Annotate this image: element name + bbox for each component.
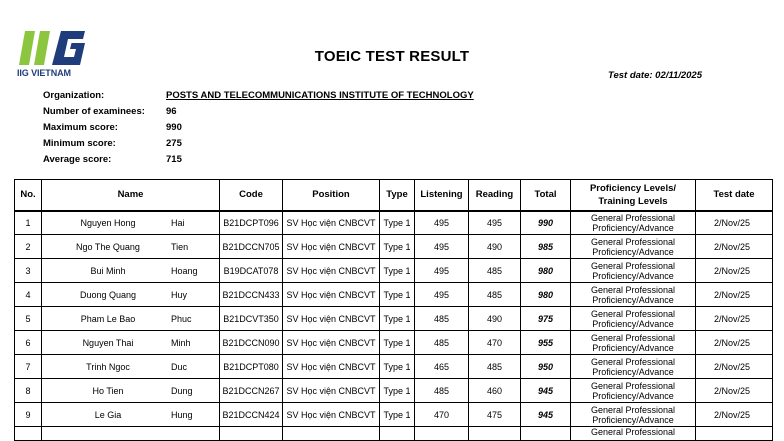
proficiency-line1: General Professional: [590, 356, 676, 367]
name-first: Le Gia: [94, 409, 122, 420]
info-label: Number of examinees:: [43, 105, 145, 117]
name-first: Pham Le Bao: [80, 313, 136, 324]
row-total: 980: [521, 283, 571, 307]
header-proficiency: [571, 180, 696, 211]
row-cell: [220, 427, 283, 441]
row-test-date: 2/Nov/25: [696, 355, 773, 379]
logo-text: IIG VIETNAM: [17, 68, 71, 78]
row-no: 7: [15, 355, 42, 379]
row-proficiency: [571, 283, 696, 307]
row-no: 9: [15, 403, 42, 427]
results-table: [14, 179, 773, 441]
header-listening: Listening: [415, 180, 469, 211]
row-position: SV Học viện CNBCVT: [283, 307, 380, 331]
info-row-average: [43, 151, 474, 167]
row-no: 8: [15, 379, 42, 403]
row-cell: [521, 427, 571, 441]
row-test-date: 2/Nov/25: [696, 331, 773, 355]
name-last: Phuc: [171, 313, 192, 324]
row-position: SV Học viện CNBCVT: [283, 259, 380, 283]
proficiency-line1: General Professional: [590, 308, 676, 319]
row-code: B21DCCN705: [220, 235, 283, 259]
info-row-organization: [43, 87, 474, 103]
row-listening: 495: [415, 259, 469, 283]
row-proficiency: General Professional: [571, 427, 696, 441]
proficiency-line2: Proficiency/Advance: [592, 390, 674, 401]
row-proficiency: [571, 403, 696, 427]
proficiency-line2: Proficiency/Advance: [592, 414, 674, 425]
proficiency-line1: General Professional: [590, 284, 676, 295]
row-position: SV Học viện CNBCVT: [283, 211, 380, 235]
row-reading: 470: [469, 331, 521, 355]
row-total: 945: [521, 403, 571, 427]
name-last: Duc: [171, 361, 188, 372]
table-row: [15, 259, 773, 283]
row-reading: 485: [469, 355, 521, 379]
row-total: 990: [521, 211, 571, 235]
proficiency-line1: General Professional: [590, 236, 676, 247]
name-wrap: [45, 362, 219, 372]
row-test-date: 2/Nov/25: [696, 403, 773, 427]
row-total: 945: [521, 379, 571, 403]
row-proficiency: [571, 235, 696, 259]
name-first: Ngo The Quang: [76, 241, 140, 252]
proficiency-line2: Proficiency/Advance: [592, 342, 674, 353]
name-first: Bui Minh: [90, 265, 126, 276]
row-reading: 475: [469, 403, 521, 427]
info-row-minimum: [43, 135, 474, 151]
name-last: Hoang: [171, 265, 198, 276]
row-name: [42, 379, 220, 403]
row-cell: [42, 427, 220, 441]
row-listening: 465: [415, 355, 469, 379]
row-name: [42, 211, 220, 235]
row-position: SV Học viện CNBCVT: [283, 283, 380, 307]
name-last: Hai: [171, 217, 185, 228]
table-row: [15, 379, 773, 403]
row-name: [42, 235, 220, 259]
name-wrap: [45, 290, 219, 300]
row-position: SV Học viện CNBCVT: [283, 331, 380, 355]
row-proficiency: [571, 259, 696, 283]
name-last: Tien: [171, 241, 189, 252]
row-proficiency: [571, 379, 696, 403]
row-total: 985: [521, 235, 571, 259]
row-cell: [15, 427, 42, 441]
row-no: 1: [15, 211, 42, 235]
header-proficiency-line2: Training Levels: [598, 195, 668, 207]
row-listening: 495: [415, 283, 469, 307]
name-first: Nguyen Hong: [80, 217, 136, 228]
name-wrap: [45, 242, 219, 252]
proficiency-line2: Proficiency/Advance: [592, 222, 674, 233]
row-no: 3: [15, 259, 42, 283]
row-code: B21DCCN267: [220, 379, 283, 403]
row-listening: 470: [415, 403, 469, 427]
row-code: B19DCAT078: [220, 259, 283, 283]
table-row: [15, 355, 773, 379]
row-cell: [415, 427, 469, 441]
table-row: [15, 283, 773, 307]
row-reading: 460: [469, 379, 521, 403]
header-reading: Reading: [469, 180, 521, 211]
name-last: Hung: [171, 409, 193, 420]
name-wrap: [45, 266, 219, 276]
proficiency-line1: General Professional: [590, 212, 676, 223]
name-first: Duong Quang: [79, 289, 137, 300]
info-label: Minimum score:: [43, 137, 116, 149]
row-cell: [283, 427, 380, 441]
proficiency-line2: Proficiency/Advance: [592, 318, 674, 329]
row-type: Type 1: [380, 379, 415, 403]
row-position: SV Học viện CNBCVT: [283, 403, 380, 427]
header-proficiency-line1: Proficiency Levels/: [589, 182, 677, 194]
row-proficiency: [571, 331, 696, 355]
row-test-date: 2/Nov/25: [696, 211, 773, 235]
name-last: Huy: [171, 289, 188, 300]
average-value: 715: [166, 153, 182, 165]
row-listening: 485: [415, 307, 469, 331]
proficiency-line2: Proficiency/Advance: [592, 246, 674, 257]
row-test-date: 2/Nov/25: [696, 379, 773, 403]
row-type: Type 1: [380, 211, 415, 235]
row-listening: 495: [415, 211, 469, 235]
maximum-value: 990: [166, 121, 182, 133]
proficiency-line1: General Professional: [590, 332, 676, 343]
row-name: [42, 331, 220, 355]
test-date-header: Test date: 02/11/2025: [608, 70, 702, 81]
name-last: Dung: [171, 385, 193, 396]
row-type: Type 1: [380, 259, 415, 283]
row-test-date: 2/Nov/25: [696, 259, 773, 283]
row-name: [42, 259, 220, 283]
info-label: Average score:: [43, 153, 112, 165]
row-total: 955: [521, 331, 571, 355]
row-no: 6: [15, 331, 42, 355]
info-label: Maximum score:: [43, 121, 118, 133]
row-no: 2: [15, 235, 42, 259]
header-position: Position: [283, 180, 380, 211]
row-name: [42, 403, 220, 427]
proficiency-line2: Proficiency/Advance: [592, 294, 674, 305]
row-position: SV Học viện CNBCVT: [283, 235, 380, 259]
row-name: [42, 283, 220, 307]
info-row-maximum: [43, 119, 474, 135]
info-label: Organization:: [43, 89, 105, 101]
row-reading: 485: [469, 283, 521, 307]
header-name: Name: [42, 180, 220, 211]
row-code: B21DCCN433: [220, 283, 283, 307]
row-code: B21DCCN090: [220, 331, 283, 355]
name-first: Ho Tien: [92, 385, 124, 396]
row-type: Type 1: [380, 235, 415, 259]
examinees-value: 96: [166, 105, 177, 117]
row-reading: 490: [469, 307, 521, 331]
row-reading: 495: [469, 211, 521, 235]
row-name: [42, 355, 220, 379]
row-test-date: 2/Nov/25: [696, 235, 773, 259]
row-total: 975: [521, 307, 571, 331]
row-code: B21DCCN424: [220, 403, 283, 427]
table-row-partial: [15, 427, 773, 441]
row-type: Type 1: [380, 403, 415, 427]
row-proficiency: [571, 355, 696, 379]
row-listening: 495: [415, 235, 469, 259]
row-type: Type 1: [380, 331, 415, 355]
row-cell: [380, 427, 415, 441]
name-last: Minh: [171, 337, 191, 348]
row-type: Type 1: [380, 307, 415, 331]
row-total: 950: [521, 355, 571, 379]
name-wrap: [45, 218, 219, 228]
info-row-examinees: [43, 103, 474, 119]
minimum-value: 275: [166, 137, 182, 149]
page-title: TOEIC TEST RESULT: [314, 48, 470, 65]
name-wrap: [45, 314, 219, 324]
row-code: B21DCPT096: [220, 211, 283, 235]
row-type: Type 1: [380, 355, 415, 379]
header-test-date: Test date: [696, 180, 773, 211]
row-listening: 485: [415, 331, 469, 355]
proficiency-line1: General Professional: [590, 380, 676, 391]
header-total: Total: [521, 180, 571, 211]
row-cell: [696, 427, 773, 441]
row-test-date: 2/Nov/25: [696, 283, 773, 307]
name-wrap: [45, 386, 219, 396]
row-code: B21DCPT080: [220, 355, 283, 379]
row-cell: [469, 427, 521, 441]
row-listening: 485: [415, 379, 469, 403]
name-first: Nguyen Thai: [82, 337, 134, 348]
header-code: Code: [220, 180, 283, 211]
organization-value: POSTS AND TELECOMMUNICATIONS INSTITUTE OF TECHNOLOGY: [166, 89, 474, 101]
row-proficiency: [571, 211, 696, 235]
table-row: [15, 331, 773, 355]
row-type: Type 1: [380, 283, 415, 307]
header-type: Type: [380, 180, 415, 211]
proficiency-line1: General Professional: [590, 260, 676, 271]
summary-info: [43, 87, 474, 167]
proficiency-line2: Proficiency/Advance: [592, 366, 674, 377]
proficiency-line1: General Professional: [590, 404, 676, 415]
row-proficiency: [571, 307, 696, 331]
row-no: 4: [15, 283, 42, 307]
table-header-row: [15, 180, 773, 211]
name-wrap: [45, 410, 219, 420]
name-first: Trinh Ngoc: [86, 361, 130, 372]
row-no: 5: [15, 307, 42, 331]
row-position: SV Học viện CNBCVT: [283, 379, 380, 403]
row-name: [42, 307, 220, 331]
row-reading: 490: [469, 235, 521, 259]
proficiency-line2: Proficiency/Advance: [592, 270, 674, 281]
row-total: 980: [521, 259, 571, 283]
row-test-date: 2/Nov/25: [696, 307, 773, 331]
row-position: SV Học viện CNBCVT: [283, 355, 380, 379]
table-row: [15, 403, 773, 427]
row-reading: 485: [469, 259, 521, 283]
table-row: [15, 211, 773, 235]
name-wrap: [45, 338, 219, 348]
table-row: [15, 235, 773, 259]
header-no: No.: [15, 180, 42, 211]
row-code: B21DCVT350: [220, 307, 283, 331]
table-row: [15, 307, 773, 331]
